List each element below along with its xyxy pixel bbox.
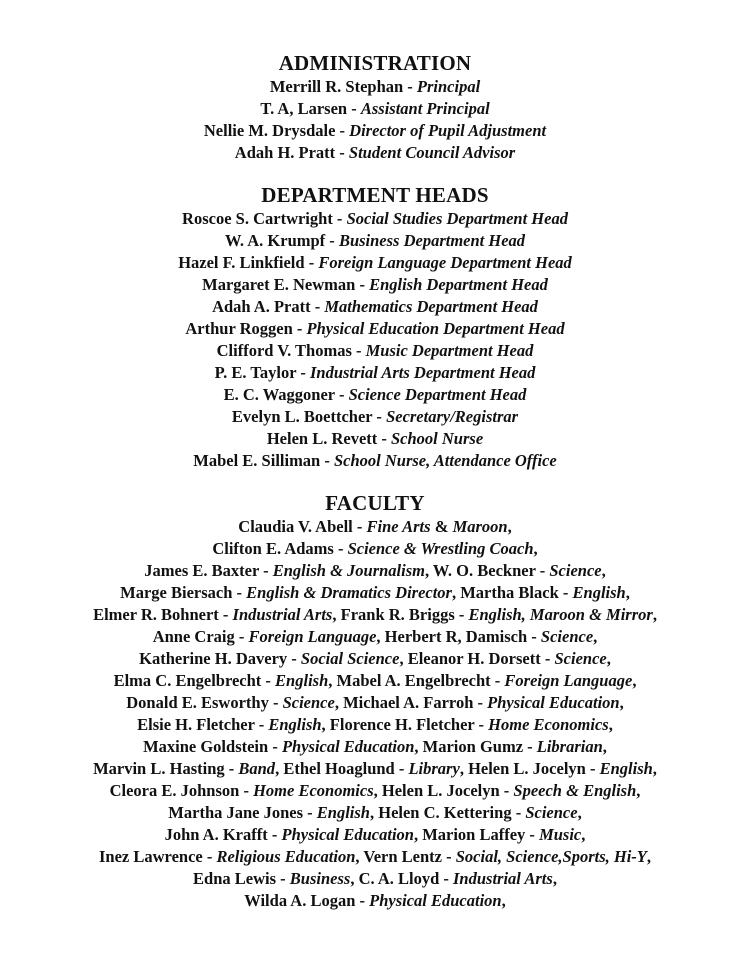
- faculty-heading: FACULTY: [325, 491, 425, 515]
- directory-entry: [0, 780, 750, 802]
- staff-role: Secretary/Registrar: [386, 407, 519, 426]
- staff-name: ,: [577, 803, 582, 822]
- staff-role: Director of Pupil Adjustment: [349, 121, 547, 140]
- staff-role: Science & Wrestling Coach: [347, 539, 534, 558]
- directory-entry: [0, 670, 750, 692]
- directory-entry: [0, 296, 750, 318]
- staff-role: School Nurse: [391, 429, 484, 448]
- staff-role: Home Economics: [253, 781, 374, 800]
- staff-role: Library: [408, 759, 460, 778]
- staff-role: Social Science: [300, 649, 400, 668]
- staff-role: Home Economics: [488, 715, 609, 734]
- staff-name: , W. O. Beckner -: [424, 561, 550, 580]
- staff-name: Cleora E. Johnson -: [109, 781, 254, 800]
- staff-name: , Mabel A. Engelbrecht -: [328, 671, 505, 690]
- staff-name: ,: [625, 583, 630, 602]
- directory-entry: [0, 648, 750, 670]
- staff-role: Science: [549, 561, 602, 580]
- directory-entry: [0, 208, 750, 230]
- staff-name: ,: [652, 605, 657, 624]
- staff-name: Merrill R. Stephan -: [269, 77, 417, 96]
- staff-name: ,: [632, 671, 637, 690]
- staff-name: Edna Lewis -: [193, 869, 290, 888]
- staff-role: Librarian: [536, 737, 603, 756]
- staff-role: Physical Education Department Head: [306, 319, 565, 338]
- staff-role: English: [572, 583, 626, 602]
- staff-role: Principal: [416, 77, 481, 96]
- directory-entry: [0, 252, 750, 274]
- staff-name: Katherine H. Davery -: [139, 649, 301, 668]
- directory-entry: [0, 428, 750, 450]
- staff-name: ,: [501, 891, 506, 910]
- staff-name: , Eleanor H. Dorsett -: [399, 649, 555, 668]
- staff-name: W. A. Krumpf -: [224, 231, 339, 250]
- staff-name: Arthur Roggen -: [185, 319, 307, 338]
- staff-name: Helen L. Revett -: [266, 429, 391, 448]
- staff-name: Clifford V. Thomas -: [216, 341, 366, 360]
- staff-name: , Helen L. Jocelyn -: [373, 781, 514, 800]
- faculty-list: [0, 516, 750, 912]
- staff-role: Student Council Advisor: [348, 143, 516, 162]
- staff-name: ,: [593, 627, 598, 646]
- staff-name: Hazel F. Linkfield -: [178, 253, 319, 272]
- staff-role: Social, Science,Sports, Hi-Y: [455, 847, 647, 866]
- directory-entry: [0, 274, 750, 296]
- staff-role: Speech & English: [513, 781, 637, 800]
- staff-role: Industrial Arts: [232, 605, 333, 624]
- staff-name: , Marion Gumz -: [414, 737, 537, 756]
- staff-role: English: [275, 671, 329, 690]
- staff-role: Mathematics Department Head: [324, 297, 538, 316]
- staff-role: Science Department Head: [348, 385, 527, 404]
- staff-name: Evelyn L. Boettcher -: [231, 407, 387, 426]
- staff-name: Wilda A. Logan -: [244, 891, 370, 910]
- staff-name: Roscoe S. Cartwright -: [182, 209, 347, 228]
- directory-entry: [0, 406, 750, 428]
- directory-entry: [0, 626, 750, 648]
- staff-name: Martha Jane Jones -: [168, 803, 317, 822]
- staff-role: English & Journalism: [272, 561, 425, 580]
- staff-name: T. A, Larsen -: [260, 99, 361, 118]
- staff-name: , Vern Lentz -: [355, 847, 456, 866]
- directory-entry: [0, 846, 750, 868]
- staff-name: , Florence H. Fletcher -: [321, 715, 489, 734]
- staff-name: P. E. Taylor -: [214, 363, 310, 382]
- staff-name: John A. Krafft -: [164, 825, 282, 844]
- directory-entry: [0, 736, 750, 758]
- directory-entry: [0, 582, 750, 604]
- staff-role: Science: [540, 627, 594, 646]
- staff-name: , C. A. Lloyd -: [350, 869, 453, 888]
- directory-entry: [0, 362, 750, 384]
- staff-role: Religious Education: [216, 847, 356, 866]
- staff-role: Maroon: [452, 517, 508, 536]
- directory-entry: [0, 98, 750, 120]
- staff-name: , Herbert R, Damisch -: [376, 627, 541, 646]
- staff-role: Science: [554, 649, 607, 668]
- staff-name: , Marion Laffey -: [413, 825, 540, 844]
- directory-entry: [0, 516, 750, 538]
- staff-name: &: [430, 517, 453, 536]
- staff-role: Industrial Arts: [453, 869, 553, 888]
- staff-name: ,: [581, 825, 586, 844]
- directory-entry: [0, 802, 750, 824]
- staff-name: ,: [507, 517, 512, 536]
- staff-name: , Helen L. Jocelyn -: [459, 759, 600, 778]
- directory-entry: [0, 318, 750, 340]
- administration-heading: ADMINISTRATION: [278, 51, 472, 75]
- staff-name: E. C. Waggoner -: [223, 385, 349, 404]
- directory-entry: [0, 76, 750, 98]
- staff-role: Assistant Principal: [360, 99, 490, 118]
- staff-role: Band: [238, 759, 276, 778]
- staff-role: Physical Education: [487, 693, 620, 712]
- staff-name: Mabel E. Silliman -: [193, 451, 334, 470]
- staff-role: Social Studies Department Head: [346, 209, 568, 228]
- directory-entry: [0, 230, 750, 252]
- staff-name: Marvin L. Hasting -: [93, 759, 239, 778]
- staff-name: Donald E. Esworthy -: [126, 693, 283, 712]
- faculty-section: [0, 490, 750, 912]
- staff-role: Foreign Language: [248, 627, 377, 646]
- staff-role: Science: [282, 693, 335, 712]
- staff-role: School Nurse, Attendance Office: [333, 451, 557, 470]
- staff-name: Anne Craig -: [152, 627, 249, 646]
- staff-name: Adah A. Pratt -: [212, 297, 325, 316]
- staff-name: ,: [608, 715, 613, 734]
- staff-name: ,: [636, 781, 641, 800]
- department-heads-section: [0, 182, 750, 472]
- directory-entry: [0, 538, 750, 560]
- staff-role: English: [316, 803, 370, 822]
- directory-entry: [0, 450, 750, 472]
- staff-name: ,: [552, 869, 557, 888]
- staff-name: Elmer R. Bohnert -: [93, 605, 233, 624]
- staff-name: Claudia V. Abell -: [238, 517, 367, 536]
- staff-name: Clifton E. Adams -: [212, 539, 348, 558]
- staff-role: Fine Arts: [366, 517, 431, 536]
- directory-entry: [0, 890, 750, 912]
- staff-role: English: [599, 759, 653, 778]
- staff-name: , Ethel Hoaglund -: [275, 759, 409, 778]
- staff-name: ,: [619, 693, 624, 712]
- staff-name: , Michael A. Farroh -: [334, 693, 488, 712]
- directory-entry: [0, 142, 750, 164]
- staff-role: Industrial Arts Department Head: [309, 363, 536, 382]
- directory-entry: [0, 868, 750, 890]
- staff-role: Music Department Head: [365, 341, 534, 360]
- staff-role: English Department Head: [369, 275, 548, 294]
- directory-entry: [0, 824, 750, 846]
- department-heads-list: [0, 208, 750, 472]
- directory-entry: [0, 384, 750, 406]
- staff-name: Nellie M. Drysdale -: [203, 121, 350, 140]
- staff-name: Marge Biersach -: [120, 583, 247, 602]
- directory-entry: [0, 758, 750, 780]
- staff-role: Physical Education: [281, 737, 415, 756]
- directory-entry: [0, 604, 750, 626]
- staff-role: Business: [289, 869, 351, 888]
- staff-name: , Helen C. Kettering -: [369, 803, 526, 822]
- staff-name: , Frank R. Briggs -: [332, 605, 469, 624]
- staff-name: James E. Baxter -: [144, 561, 273, 580]
- staff-role: English & Dramatics Director: [246, 583, 452, 602]
- staff-name: Inez Lawrence -: [99, 847, 217, 866]
- administration-section: [0, 50, 750, 164]
- staff-name: ,: [602, 737, 607, 756]
- staff-name: Adah H. Pratt -: [234, 143, 349, 162]
- staff-role: Foreign Language: [504, 671, 633, 690]
- staff-name: ,: [606, 649, 611, 668]
- directory-entry: [0, 560, 750, 582]
- staff-role: English, Maroon & Mirror: [468, 605, 653, 624]
- staff-role: Business Department Head: [338, 231, 526, 250]
- staff-name: , Martha Black -: [451, 583, 573, 602]
- staff-name: Elma C. Engelbrecht -: [113, 671, 276, 690]
- directory-entry: [0, 714, 750, 736]
- staff-role: Physical Education: [281, 825, 414, 844]
- department-heads-heading: DEPARTMENT HEADS: [261, 183, 489, 207]
- directory-entry: [0, 120, 750, 142]
- staff-role: Foreign Language Department Head: [318, 253, 572, 272]
- administration-list: [0, 76, 750, 164]
- staff-name: ,: [533, 539, 538, 558]
- staff-role: English: [268, 715, 322, 734]
- staff-name: ,: [601, 561, 606, 580]
- staff-name: Elsie H. Fletcher -: [137, 715, 269, 734]
- staff-name: Margaret E. Newman -: [202, 275, 370, 294]
- staff-role: Science: [525, 803, 578, 822]
- staff-name: Maxine Goldstein -: [143, 737, 282, 756]
- directory-entry: [0, 692, 750, 714]
- staff-name: ,: [652, 759, 657, 778]
- staff-role: Music: [539, 825, 582, 844]
- directory-entry: [0, 340, 750, 362]
- staff-role: Physical Education: [369, 891, 502, 910]
- staff-name: ,: [646, 847, 651, 866]
